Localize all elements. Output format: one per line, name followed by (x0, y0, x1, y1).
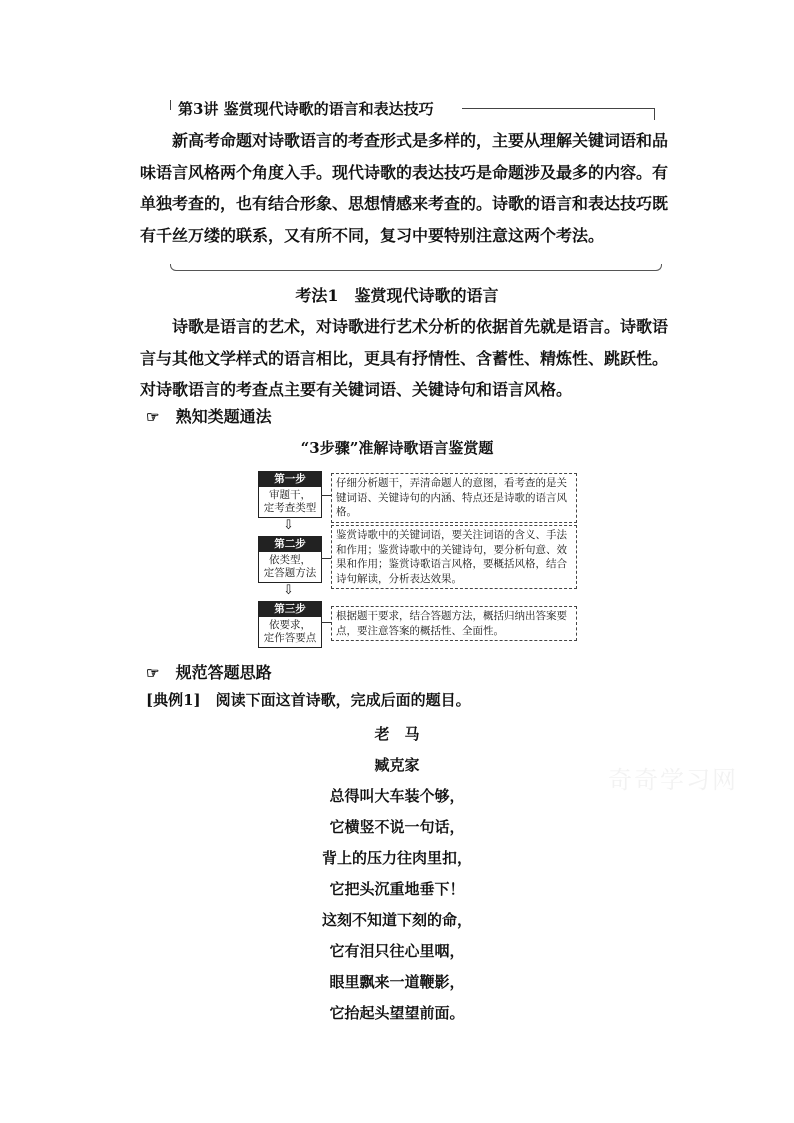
answer-label-row (146, 660, 272, 683)
step-2-body (259, 552, 321, 582)
step-2-body-line1: 依类型， (269, 554, 311, 566)
example-label: [典例1] (146, 691, 201, 709)
step-2-head: 第二步 (259, 537, 321, 552)
pointing-hand-icon: ☞ (146, 408, 160, 426)
header-left-tick (170, 100, 171, 110)
step-1-body (259, 487, 321, 517)
step-3-description: 根据题干要求，结合答题方法，概括归纳出答案要点，要注意答案的概括性、全面性。 (331, 606, 577, 641)
method-label: 熟知类题通法 (175, 407, 272, 426)
pointing-hand-icon: ☞ (146, 664, 160, 682)
step-1-box (258, 471, 322, 518)
step-3-body-line2: 定作答要点 (263, 632, 317, 644)
arrow-down-icon: ⇩ (283, 518, 294, 533)
step-2-connector (321, 558, 331, 559)
step-3-body (259, 617, 321, 647)
example-instruction: 阅读下面这首诗歌，完成后面的题目。 (215, 691, 471, 709)
step-3-head: 第三步 (259, 602, 321, 617)
poem-line: 它抬起头望望前面。 (329, 1004, 465, 1022)
step-3-box (258, 601, 322, 648)
poem-line: 这刻不知道下刻的命， (321, 911, 472, 929)
step-3-body-line1: 依要求， (269, 619, 311, 631)
watermark: 奇奇学习网 (608, 766, 738, 794)
step-1-body-line1: 审题干， (269, 489, 311, 501)
poem-line: 它把头沉重地垂下！ (329, 880, 465, 898)
intro-paragraph: 新高考命题对诗歌语言的考查形式是多样的，主要从理解关键词语和品味语言风格两个角度入手。现代诗歌的表达技巧是命题涉及最多的内容。有单独考查的，也有结合形象、思想情感来考查的。诗歌的语言和表达技巧既有千丝万缕的联系，又有所不同，复习中要特别注意这两个考法。 (140, 131, 669, 245)
poem-line: 它横竖不说一句话， (329, 818, 465, 836)
step-1-body-line2: 定考查类型 (263, 502, 317, 514)
poem-line: 眼里飘来一道鞭影， (329, 973, 465, 991)
poem-line: 总得叫大车装个够， (329, 787, 465, 805)
chapter-title: 第3讲 鉴赏现代诗歌的语言和表达技巧 (178, 100, 434, 118)
diagram-title: “3步骤”准解诗歌语言鉴赏题 (300, 439, 494, 457)
poem-line: 背上的压力往肉里扣， (321, 849, 472, 867)
answer-label: 规范答题思路 (175, 663, 272, 682)
method-label-row (146, 404, 272, 427)
poem-title: 老 马 (374, 725, 420, 743)
header-right-tick (654, 108, 655, 120)
step-1-description: 仔细分析题干，弄清命题人的意图，看考查的是关键词语、关键诗句的内涵、特点还是诗歌的语言风格。 (331, 473, 577, 523)
step-1-head: 第一步 (259, 472, 321, 487)
step-2-description: 鉴赏诗歌中的关键词语，要关注词语的含义、手法和作用；鉴赏诗歌中的关键诗句，要分析句意、效果和作用；鉴赏诗歌语言风格，要概括风格，结合诗句解读，分析表达效果。 (331, 525, 577, 589)
section-paragraph: 诗歌是语言的艺术，对诗歌进行艺术分析的依据首先就是语言。诗歌语言与其他文学样式的语言相比，更具有抒情性、含蓄性、精炼性、跳跃性。对诗歌语言的考查点主要有关键词语、关键诗句和语言风格。 (140, 317, 669, 399)
section-heading: 考法1 鉴赏现代诗歌的语言 (295, 286, 499, 305)
example-line (146, 689, 471, 710)
arrow-down-icon: ⇩ (283, 583, 294, 598)
step-2-box (258, 536, 322, 583)
poem-author: 臧克家 (374, 756, 420, 774)
step-3-connector (321, 622, 331, 623)
step-1-connector (321, 495, 331, 496)
intro-bracket (170, 264, 662, 271)
header-rule (462, 108, 654, 109)
poem-line: 它有泪只往心里咽， (329, 942, 465, 960)
step-2-body-line2: 定答题方法 (263, 567, 317, 579)
